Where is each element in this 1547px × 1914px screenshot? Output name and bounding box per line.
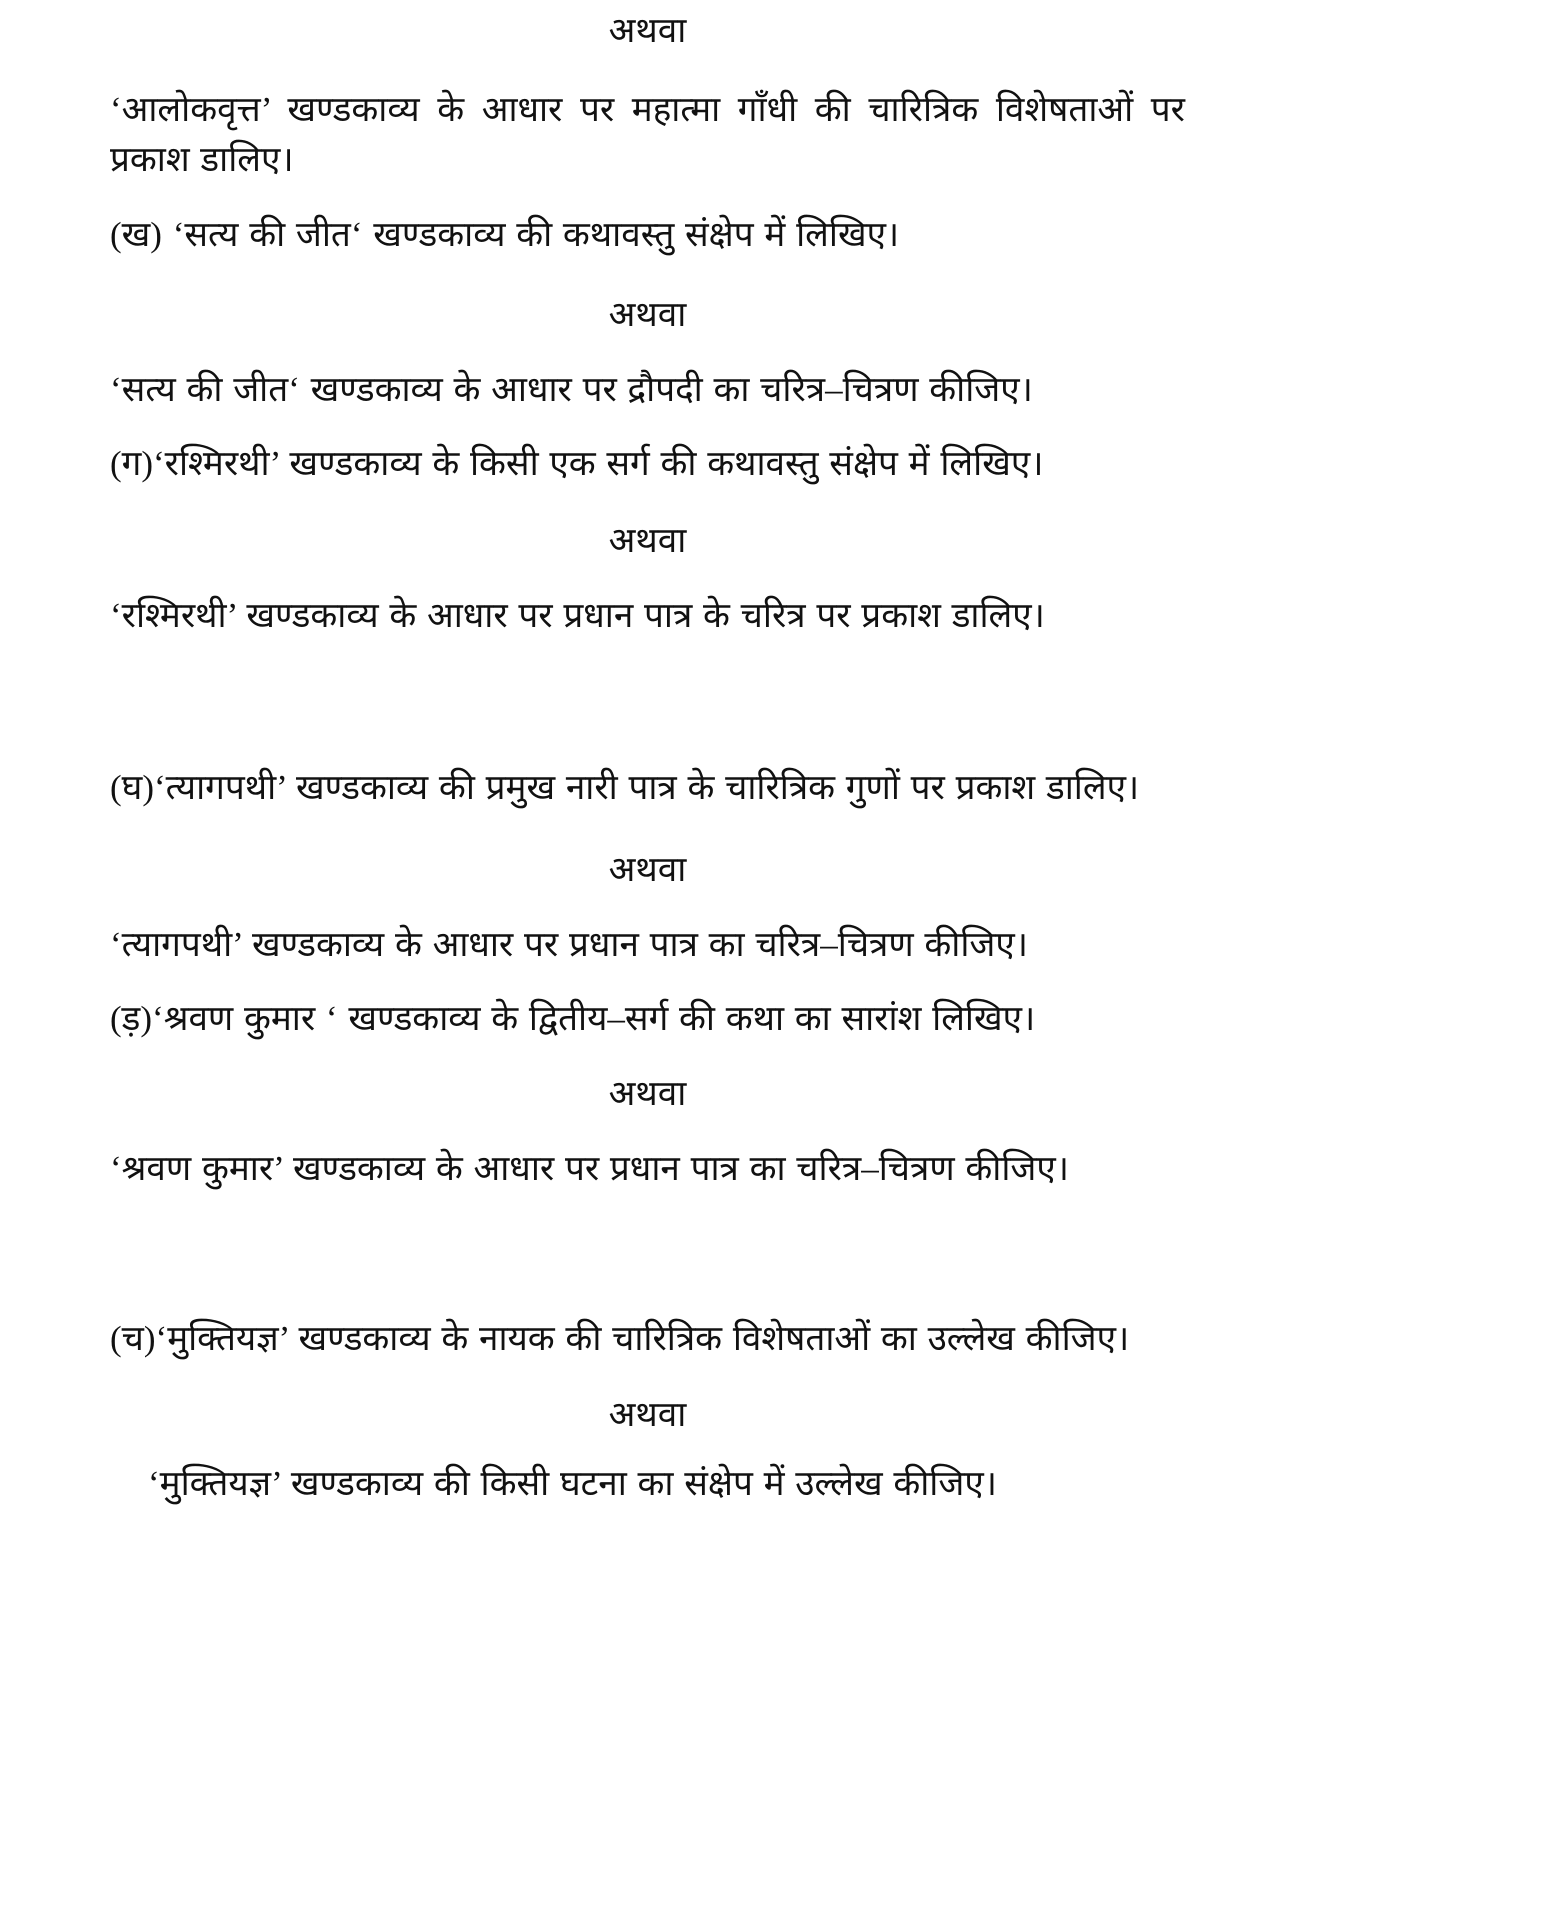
alternative-marker-6: अथवा [608, 1394, 687, 1434]
alternative-marker-4: अथवा [608, 849, 687, 889]
question-item-ga: (ग)‘रश्मिरथी’ खण्डकाव्य के किसी एक सर्ग की कथावस्तु संक्षेप में लिखिए। [110, 443, 1044, 483]
alternative-marker-3: अथवा [608, 521, 687, 561]
question-text-tyagpathi: ‘त्यागपथी’ खण्डकाव्य के आधार पर प्रधान पात्र का चरित्र–चित्रण कीजिए। [110, 924, 1029, 964]
page-content [110, 0, 1185, 1508]
question-text-satya-ki-jeet: ‘सत्य की जीत‘ खण्डकाव्य के आधार पर द्रौपदी का चरित्र–चित्रण कीजिए। [110, 370, 1033, 410]
alternative-marker-2: अथवा [608, 295, 687, 335]
question-item-gha: (घ)‘त्यागपथी’ खण्डकाव्य की प्रमुख नारी पात्र के चारित्रिक गुणों पर प्रकाश डालिए। [110, 768, 1140, 808]
alternative-marker-5: अथवा [608, 1074, 687, 1114]
question-text-rashmirathi: ‘रश्मिरथी’ खण्डकाव्य के आधार पर प्रधान पात्र के चरित्र पर प्रकाश डालिए। [110, 596, 1045, 636]
question-item-kha: (ख) ‘सत्य की जीत‘ खण्डकाव्य की कथावस्तु संक्षेप में लिखिए। [110, 215, 900, 255]
question-text-muktiyagya: ‘मुक्तियज्ञ’ खण्डकाव्य की किसी घटना का संक्षेप में उल्लेख कीजिए। [148, 1463, 997, 1503]
question-text-alokvritt: ‘आलोकवृत्त’ खण्डकाव्य के आधार पर महात्मा गाँधी की चारित्रिक विशेषताओं पर प्रकाश डालिए। [110, 90, 1185, 179]
alternative-marker-1: अथवा [608, 11, 687, 50]
question-item-da: (ड़)‘श्रवण कुमार ‘ खण्डकाव्य के द्वितीय–सर्ग की कथा का सारांश लिखिए। [110, 998, 1036, 1038]
question-item-cha: (च)‘मुक्तियज्ञ’ खण्डकाव्य के नायक की चारित्रिक विशेषताओं का उल्लेख कीजिए। [110, 1318, 1130, 1358]
question-text-shravan-kumar: ‘श्रवण कुमार’ खण्डकाव्य के आधार पर प्रधान पात्र का चरित्र–चित्रण कीजिए। [110, 1149, 1069, 1189]
